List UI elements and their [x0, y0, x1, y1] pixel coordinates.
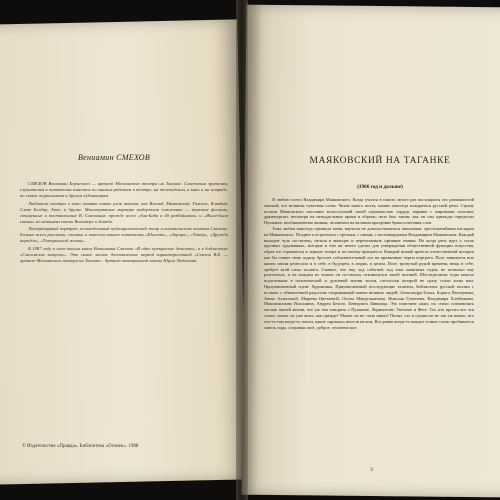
body-paragraph: Тема любви навсегда сдвинула меня, научила не довольствоваться школьным, хрестоматийным взглядом на Маяковского. Позднее я встретился с третьим, с пятым, с восемнадцатым Владимиром Маяковским. Каждый выходит чуть по-своему, нельзя и выводит и перетолковать прежние знания. Но когда речь идет о столь крупных художниках, которые в том же много сделал для утверждения общественной функции искусства, образ его отражается в зеркале театра и по-своему вращается. Каждый новый зритель отечественной истории как бы ставит свою задачу, бросает соблазнительный луч на привычные черты портрета. Поэт занимался всю жизнь своим ремеслом и в себе, в будущем, в людях, в целом. Поэт, тронутый рукой времени, вещь в себе, требует всей силы таланта. Главное, что ему ход событий, ход этих памятных годов, не позволял ему разучиться, и на каждом из этапов он по-своему откликнулся своей поэзией. Шестидесятые годы многое подготовили в политической и духовной жизни эпохи, отголоски которой не сразу стали ясны нам. Приумноженный сцене Художника, Приумноженной последующие таланты, библиотека русской поэзии с полною с обновленной радостью открывающей имена великих людей: Александра Блока, Бориса Пастернака, Анны Ахматовой, Марины Цветаевой, Осипа Мандельштама, Николая Гумилева, Владимира Хлебникова, Максимилиана Волошина, Андрея Белого, Бенедикта Лившица. Это поистине ожил, их стихи становились частью нашей жизни, что уж там говорить о Пушкине, Лермонтове, Тютчеве и Фете. Тот, кто прочел все эти стихи, может ли уже жить, как прежде? Может ли не стать иным? Понял, что в сущности не так уж важно, кто что-то там когда-то сказал, какие «ярлыки» висели на ком. Все равно когда-то каждое тонкое слово пробивается сквозь годы, сохраняя своё, доброе, человеческое.	[264, 225, 474, 330]
chapter-title: МАЯКОВСКИЙ НА ТАГАНКЕ	[309, 156, 451, 166]
body-paragraph: Я люблю поэта Владимира Маяковского. Когда учился в школе, много раз восхищался его размашистой хваткой, его великим чувством слова. Читая такого поэта, можно навсегда покориться русской речи. Страну поэзии Маяковского населяют колоссальной своей огромностью сердца, наравне с мировыми поэтами, драматургии, несмотря на неподдельные крики и образы; поэт был таким, как он сам однажды определил Пушкина: необыкновенно живым, человеком на великом празднике бракосочетания слов.	[264, 197, 474, 226]
chapter-body	[264, 197, 474, 330]
book-spine	[236, 0, 248, 500]
bio-paragraph: Литературный портрет, исповедальный публицистический жанр и писательским опытом Смехова. Больше всего рассказы, статьи и повести пишет читателям «Юность», «Аврора», «Театр», «Дружба народов», «Театральной жизни».	[20, 226, 228, 243]
page-number: 3	[370, 467, 373, 473]
bio-paragraph: Любители театра и кино помнят такие роли актера, как Воланд, Маяковский, Гамлет, Клавдий, Сливе Белдир, Атос и другие. Многократные маркеры выдержали пластинки — звуковые фильмы, сочиненные и поставленные В. Смеховым: прежде всего «Али-Баба и 40 разбойников» и «Жила-была сказка» по мотивам сказок Вольтера и Запада.	[20, 200, 228, 224]
bio-paragraph: СМЕХОВ Вениамин Борисович — артист Московского театра на Таганке. Советским зрителям, слушателям и читателям известен по многим работам в театре, на телевидении, в кино и на эстраде, по своим журнальным и другим публикациям.	[20, 181, 228, 198]
publisher-imprint: © Издательство «Правда». Библиотека «Огонек». 1988	[22, 444, 139, 449]
chapter-subtitle: (1966 год и дальше)	[357, 184, 403, 190]
bio-paragraph: В 1987 году в свет вышла книга Вениамина Смехова «В одно прекрасное детство», а в библиотеке «Смеховские выпуски». Это самое личное доставленное первой характеристикой «Смехов В.Б. — артист Московского театра на Таганке». Артист театральной школы Юрия Любимова.	[20, 245, 228, 263]
author-name: Вениамин СМЕХОВ	[78, 153, 151, 162]
author-bio	[20, 181, 228, 265]
